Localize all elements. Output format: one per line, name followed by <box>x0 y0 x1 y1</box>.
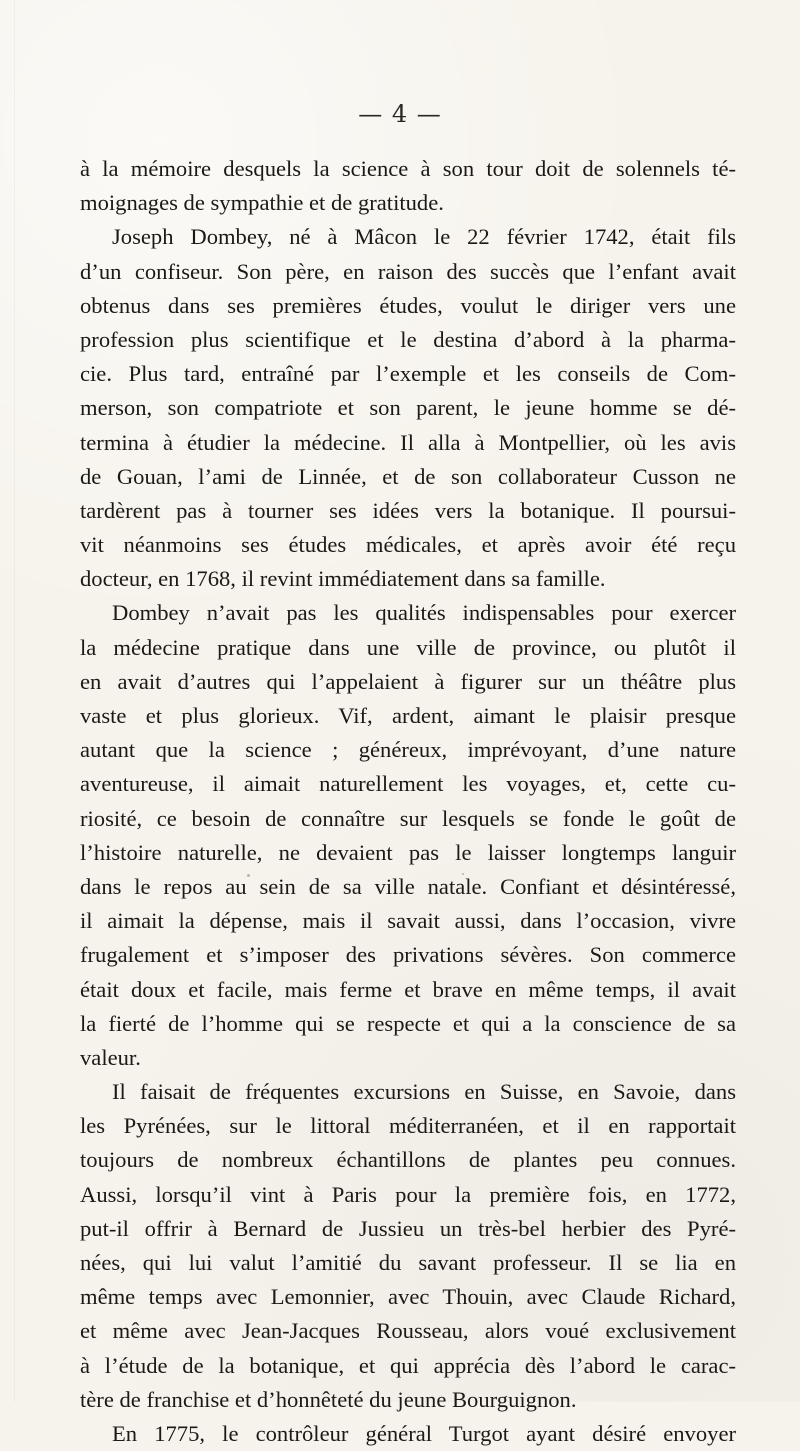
text-line: profession plus scientifique et le destina d’abord à la pharma- <box>80 326 736 352</box>
text-line: aventureuse, il aimait naturellement les voyages, et, cette cu- <box>80 771 736 797</box>
text-line: autant que la science ; généreux, imprévoyant, d’une nature <box>80 737 736 763</box>
text-line: tère de franchise et d’honnêteté du jeune Bourguignon. <box>80 1386 577 1412</box>
text-line: nées, qui lui valut l’amitié du savant professeur. Il se lia en <box>80 1250 736 1275</box>
text-line: vaste et plus glorieux. Vif, ardent, aimant le plaisir presque <box>80 703 736 728</box>
page-edge-shadow <box>14 0 15 1402</box>
text-line: moignages de sympathie et de gratitude. <box>80 190 444 216</box>
text-line: même temps avec Lemonnier, avec Thouin, avec Claude Richard, <box>80 1284 736 1310</box>
text-line: il aimait la dépense, mais il savait aussi, dans l’occasion, vivre <box>80 908 736 934</box>
page-number: — 4 — <box>358 100 442 128</box>
text-line: l’histoire naturelle, ne devaient pas le laisser longtemps languir <box>80 839 736 865</box>
text-line: obtenus dans ses premières études, voulut le diriger vers une <box>80 292 736 318</box>
text-line: à la mémoire desquels la science à son tour doit de solennels té- <box>80 156 736 181</box>
text-line: dans le repos au sein de sa ville natale. Confiant et désintéressé, <box>80 873 736 899</box>
text-line: à l’étude de la botanique, et qui apprécia dès l’abord le carac- <box>80 1352 736 1378</box>
text-line: termina à étudier la médecine. Il alla à Montpellier, où les avis <box>80 429 736 455</box>
text-line: et même avec Jean-Jacques Rousseau, alors voué exclusivement <box>80 1318 736 1344</box>
text-line: de Gouan, l’ami de Linnée, et de son collaborateur Cusson ne <box>80 463 736 489</box>
text-line: Aussi, lorsqu’il vint à Paris pour la première fois, en 1772, <box>80 1181 736 1207</box>
text-line: Dombey n’avait pas les qualités indispensables pour exercer <box>112 600 736 626</box>
text-line: cie. Plus tard, entraîné par l’exemple et les conseils de Com- <box>80 361 736 387</box>
text-line: était doux et facile, mais ferme et brave en même temps, il avait <box>80 976 736 1002</box>
text-line: Il faisait de fréquentes excursions en Suisse, en Savoie, dans <box>112 1079 736 1105</box>
text-line: les Pyrénées, sur le littoral méditerranéen, et il en rapportait <box>80 1113 736 1139</box>
text-line: la fierté de l’homme qui se respecte et qui a la conscience de sa <box>80 1010 736 1036</box>
body-text <box>80 152 736 1451</box>
text-line: Joseph Dombey, né à Mâcon le 22 février 1742, était fils <box>112 224 736 250</box>
text-line: En 1775, le contrôleur général Turgot ayant désiré envoyer <box>112 1420 736 1446</box>
text-line: vit néanmoins ses études médicales, et après avoir été reçu <box>80 532 736 558</box>
text-line: merson, son compatriote et son parent, le jeune homme se dé- <box>80 395 736 421</box>
text-line: tardèrent pas à tourner ses idées vers la botanique. Il poursui- <box>80 497 736 523</box>
text-line: valeur. <box>80 1044 141 1070</box>
text-line: toujours de nombreux échantillons de plantes peu connues. <box>80 1147 736 1173</box>
text-line: en avait d’autres qui l’appelaient à figurer sur un théâtre plus <box>80 668 736 694</box>
text-line: put-il offrir à Bernard de Jussieu un très-bel herbier des Pyré- <box>80 1215 736 1241</box>
text-line: frugalement et s’imposer des privations sévères. Son commerce <box>80 942 736 968</box>
text-line: docteur, en 1768, il revint immédiatement dans sa famille. <box>80 566 606 592</box>
text-line: la médecine pratique dans une ville de province, ou plutôt il <box>80 634 736 660</box>
text-line: d’un confiseur. Son père, en raison des succès que l’enfant avait <box>80 258 736 284</box>
text-line: riosité, ce besoin de connaître sur lesquels se fonde le goût de <box>80 805 736 831</box>
